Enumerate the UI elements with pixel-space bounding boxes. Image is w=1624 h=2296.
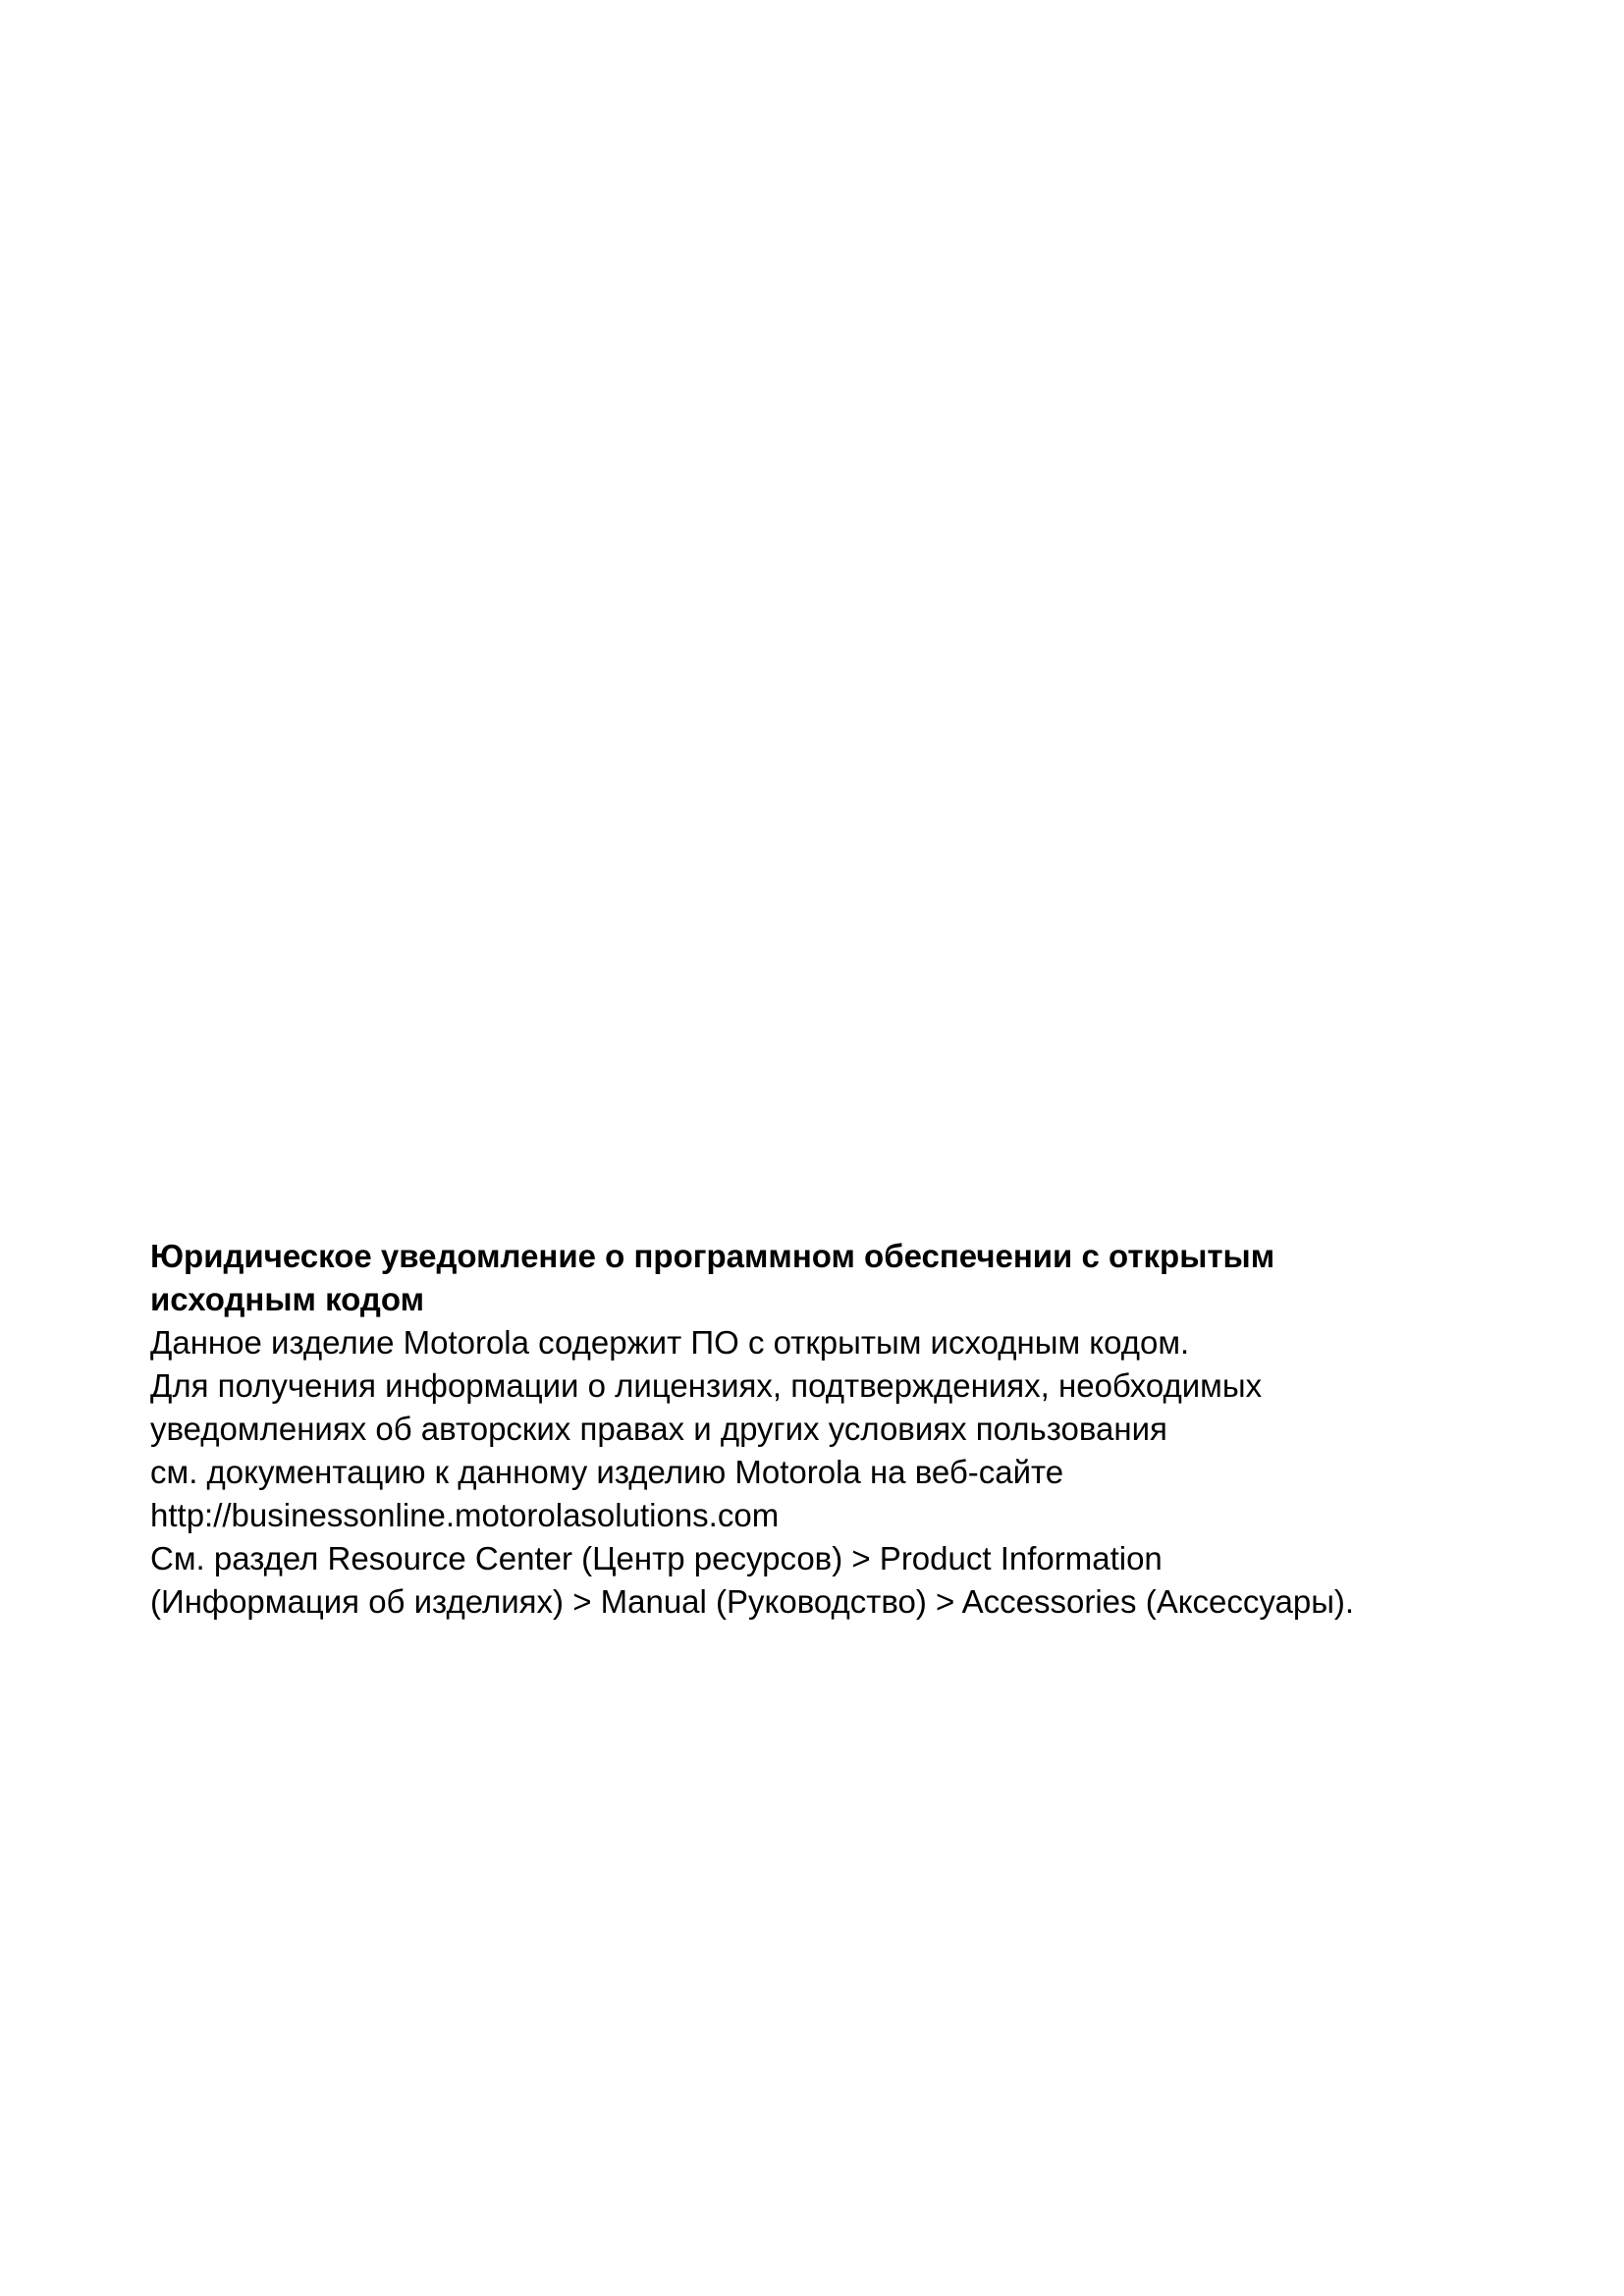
notice-body-line: См. раздел Resource Center (Центр ресурсов) > Product Information (150, 1540, 1163, 1576)
open-source-notice (150, 1235, 1525, 1624)
notice-body-line: см. документацию к данному изделию Motorola на веб-сайте (150, 1454, 1064, 1490)
notice-body (150, 1321, 1525, 1624)
website-url: http://businessonline.motorolasolutions.com (150, 1497, 780, 1533)
notice-body-line: Для получения информации о лицензиях, подтверждениях, необходимых (150, 1367, 1263, 1404)
notice-title (150, 1235, 1525, 1321)
notice-title-line: исходным кодом (150, 1281, 424, 1317)
notice-body-line: (Информация об изделиях) > Manual (Руководство) > Accessories (Аксессуары). (150, 1583, 1355, 1620)
notice-title-line: Юридическое уведомление о программном обеспечении с открытым (150, 1238, 1275, 1274)
notice-body-line: уведомлениях об авторских правах и других условиях пользования (150, 1411, 1167, 1447)
notice-body-line: Данное изделие Motorola содержит ПО с открытым исходным кодом. (150, 1324, 1190, 1361)
